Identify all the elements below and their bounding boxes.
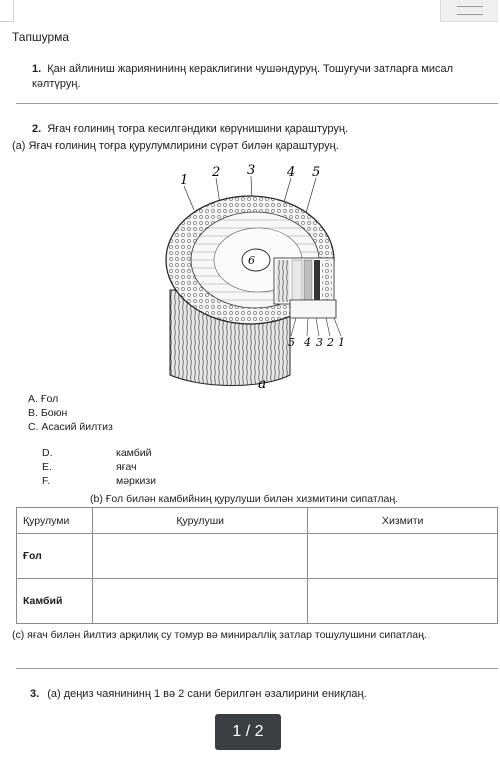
- table-cell-function[interactable]: [308, 534, 498, 579]
- question-2-text: Яғач ғолиниң тоғра кесилгәндики көрүнишини қараштуруң.: [47, 123, 349, 135]
- table-header-row: [17, 508, 498, 534]
- sub-legend-value: мәркизи: [116, 475, 157, 487]
- table-cell-structure[interactable]: [92, 579, 307, 624]
- sub-legend-key: E.: [42, 461, 52, 473]
- table-row: [17, 534, 498, 579]
- figure-label-top-3: 3: [247, 163, 256, 178]
- question-1-number: 1.: [32, 63, 42, 75]
- question-2-part-c: (с) яғач билән йилтиз арқилиқ су томур вә миниралліқ затлар тошулушини сипатлаң.: [12, 629, 427, 641]
- stem-cross-section-figure: [150, 160, 370, 392]
- stem-pith: [242, 249, 270, 271]
- page-corner-mark: [0, 0, 14, 22]
- figure-side-labels: [288, 336, 345, 349]
- legend-item: В. Боюн: [28, 407, 68, 419]
- question-2-part-a: (а) Яғач ғолиниң тоғра қурулумлирини сүрәт билән қараштуруң.: [12, 140, 339, 152]
- question-1-text: Қан айлиниш жариянининң кераклигини чушәндуруң. Тошуғучи затларға мисал кәлтүруң.: [32, 63, 454, 90]
- question-3-number: 3.: [30, 688, 40, 700]
- page-indicator[interactable]: 1 / 2: [215, 714, 281, 750]
- figure-label-top-5: 5: [312, 165, 321, 180]
- divider: [16, 103, 498, 104]
- table-header-function: Хизмити: [308, 508, 498, 534]
- figure-label-top-1: 1: [180, 173, 189, 188]
- figure-label-side-2: 2: [327, 336, 334, 349]
- menu-button[interactable]: [440, 0, 498, 22]
- figure-label-side-5: 5: [288, 336, 295, 349]
- sub-legend-keys: [42, 446, 53, 488]
- legend-item: С. Асасий йилтиз: [28, 421, 113, 433]
- sub-legend-value: яғач: [116, 461, 137, 473]
- table-cell-function[interactable]: [308, 579, 498, 624]
- figure-label-side-4: 4: [304, 336, 311, 349]
- sub-legend-value: камбий: [116, 447, 152, 459]
- divider: [16, 668, 498, 669]
- figure-label-top-4: 4: [287, 165, 296, 180]
- table-cell-name: Камбий: [17, 579, 93, 624]
- stem-lower-block: [290, 300, 336, 318]
- table-header-build: Қурулуши: [92, 508, 307, 534]
- figure-number-labels: [180, 163, 320, 188]
- table-row: [17, 579, 498, 624]
- page-heading: Тапшурма: [12, 30, 70, 44]
- sub-legend-key: D.: [42, 447, 53, 459]
- figure-side-leader-lines: [291, 318, 341, 336]
- question-1: [32, 62, 477, 92]
- figure-label-side-3: 3: [316, 336, 323, 349]
- question-2: [32, 122, 348, 137]
- sub-legend-key: F.: [42, 475, 51, 487]
- legend-item: А. Ғол: [28, 393, 59, 405]
- question-3: [30, 688, 367, 700]
- answer-table: [16, 507, 498, 624]
- stem-cut-stripes: [276, 260, 332, 302]
- table-header-structure: Қурулуми: [17, 508, 93, 534]
- legend-list: [28, 392, 113, 434]
- question-3-text: (а) деңиз чаянининң 1 вә 2 сани берилгән әзалирини ениқлаң.: [47, 688, 367, 700]
- question-2-part-b: (b) Ғол билән камбийниң қурулуши билән хизмитини сипатлаң.: [90, 493, 399, 505]
- figure-label-top-2: 2: [212, 165, 221, 180]
- hamburger-icon-line: [457, 6, 483, 7]
- sub-legend-values: [116, 446, 156, 488]
- figure-label-side-1: 1: [338, 336, 345, 349]
- hamburger-icon-line: [457, 14, 483, 15]
- figure-label-center: 6: [248, 254, 255, 267]
- table-cell-name: Ғол: [17, 534, 93, 579]
- question-2-number: 2.: [32, 123, 42, 135]
- figure-letter: a: [258, 376, 267, 392]
- table-cell-structure[interactable]: [92, 534, 307, 579]
